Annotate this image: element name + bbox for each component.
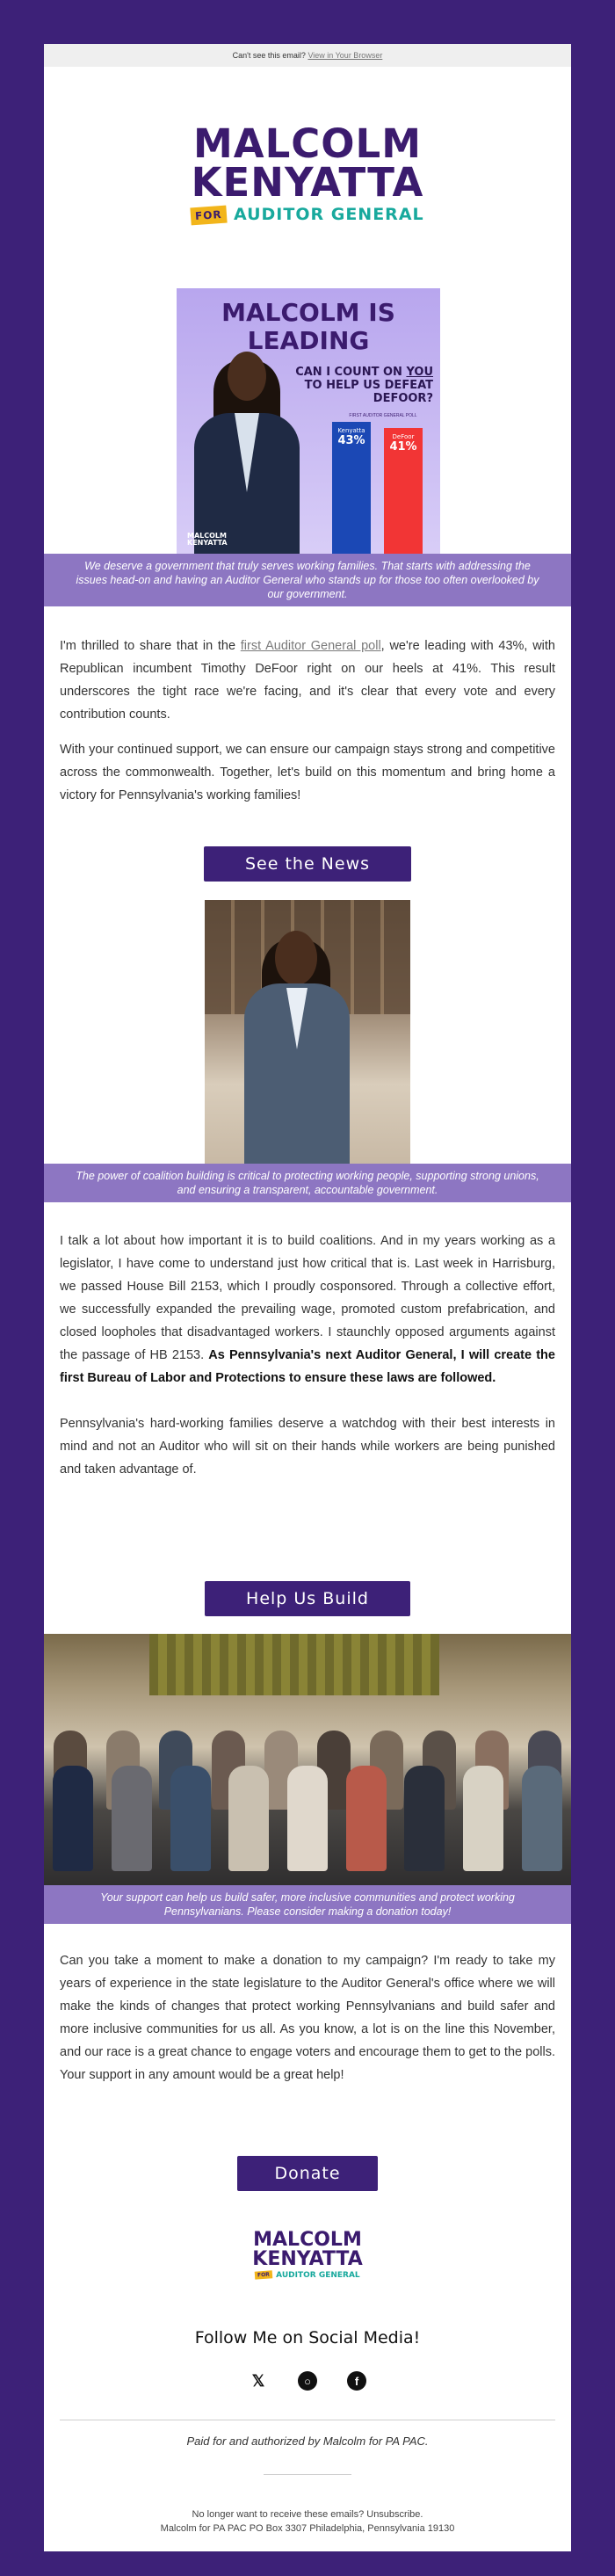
hero-question-b: TO HELP US DEFEAT DEFOOR? [304,379,433,405]
paragraph-1-b: , we're leading with 43%, with Republican incumbent Timothy DeFoor right on our heels at 41%. This result underscores the tight race we're facing, and it's clear that every vote and every contribution counts. [60,639,555,722]
paragraph-3-bold: As Pennsylvania's next Auditor General, I will create the first Bureau of Labor and Protections to ensure these laws are followed. [60,1348,555,1385]
poll-bar-value: 41% [389,440,417,454]
view-in-browser-link[interactable]: View in Your Browser [308,51,383,60]
section-3-text [60,1949,555,2099]
unsubscribe-footer [44,2507,571,2536]
paragraph-5: Can you take a moment to make a donation to my campaign? I'm ready to take my years of experience in the state legislature to the Auditor General's office where we will make the kinds of changes that protect working Pennsylvanians and build safer and more inclusive communities for us all. As you know, a lot is on the line this November, and our race is a great chance to engage voters and encourage them to get to the polls. Your support in any amount would be a great help! [60,1954,555,2082]
logo-line2: KENYATTA [191,159,424,206]
see-the-news-button[interactable]: See the News [204,846,411,882]
paragraph-1 [60,635,555,726]
logo-line1: MALCOLM [192,120,422,167]
facebook-icon[interactable]: f [347,2371,366,2391]
hero-logo-line1: MALCOLM [187,532,227,540]
logo-for-tag: FOR [191,205,228,225]
hero-logo-line2: KENYATTA [187,539,228,547]
hero-title [177,299,440,355]
social-links [44,2371,571,2391]
preheader [44,44,571,67]
caption-2: The power of coalition building is critical to protecting working people, supporting strong unions, and ensuring a transparent, accountable government. [44,1164,571,1202]
email-container [44,44,571,2551]
logo-subtitle [44,205,571,224]
footer-logo-subtitle [44,2271,571,2280]
logo-office: AUDITOR GENERAL [233,205,424,224]
hero-logo [187,533,228,547]
group-photo [44,1634,571,1885]
caption-1: We deserve a government that truly serves working families. That starts with addressing the issues head-on and having an Auditor General who stands up for those too often overlooked by our government. [44,554,571,606]
paragraph-2: With your continued support, we can ensure our campaign stays strong and competitive across the commonwealth. Together, let's build on this momentum and bring home a victory for Pennsylvania's working families! [60,743,555,802]
divider-short [264,2474,351,2475]
caption-3: Your support can help us build safer, more inclusive communities and protect working Pennsylvanians. Please consider making a donation today! [44,1885,571,1924]
mailing-address: Malcolm for PA PAC PO Box 3307 Philadelphia, Pennsylvania 19130 [160,2523,455,2534]
poll-link[interactable]: first Auditor General poll [240,639,381,653]
help-us-build-button[interactable]: Help Us Build [205,1581,410,1616]
poll-bar-defoor [384,428,423,554]
footer-logo-office: AUDITOR GENERAL [276,2271,360,2280]
preheader-text: Can't see this email? [232,51,306,60]
social-title: Follow Me on Social Media! [194,2328,421,2347]
instagram-icon[interactable]: ○ [298,2371,317,2391]
footer-logo-line2: KENYATTA [252,2248,363,2270]
hero-question-you: YOU [406,366,433,379]
section-2-text [60,1230,555,1493]
footer-logo-line1: MALCOLM [253,2229,362,2251]
paragraph-1-a: I'm thrilled to share that in the [60,639,241,653]
candidate-photo [205,900,410,1164]
header-logo [44,120,571,224]
paragraph-4: Pennsylvania's hard-working families deserve a watchdog with their best interests in mind and not an Auditor who will sit on their hands while workers are being punished and taken advantage of. [60,1417,555,1477]
poll-bar-name: Kenyatta [337,427,365,434]
hero-graphic [177,288,440,554]
poll-caption: FIRST AUDITOR GENERAL POLL [349,413,417,418]
hero-title-line2: LEADING [247,326,370,355]
hero-question-a: CAN I COUNT ON [295,366,407,379]
footer-logo [44,2231,571,2280]
hero-title-line1: MALCOLM IS [221,298,395,327]
candidate-figure [194,352,300,554]
poll-bar-kenyatta [332,422,371,554]
poll-bar-value: 43% [337,434,365,447]
unsubscribe-text[interactable]: No longer want to receive these emails? Unsubscribe. [192,2509,423,2520]
section-1-text [60,635,555,819]
donate-button[interactable]: Donate [237,2156,378,2191]
paragraph-3 [60,1230,555,1390]
paid-for-disclaimer: Paid for and authorized by Malcolm for PA PAC. [186,2435,429,2448]
poll-bar-name: DeFoor [392,433,415,440]
twitter-icon[interactable]: 𝕏 [251,2371,265,2390]
paragraph-3-a: I talk a lot about how important it is to build coalitions. And in my years working as a legislator, I have come to understand just how critical that is. Last week in Harrisburg, we passed House Bill 2153, which I proudly cosponsored. Through a collective effort, we successfully expanded the prevailing wage, promoted custom prefabrication, and closed loopholes that disadvantaged workers. I staunchly opposed arguments against the passage of HB 2153. [60,1234,555,1362]
footer-logo-for-tag: FOR [255,2270,272,2279]
